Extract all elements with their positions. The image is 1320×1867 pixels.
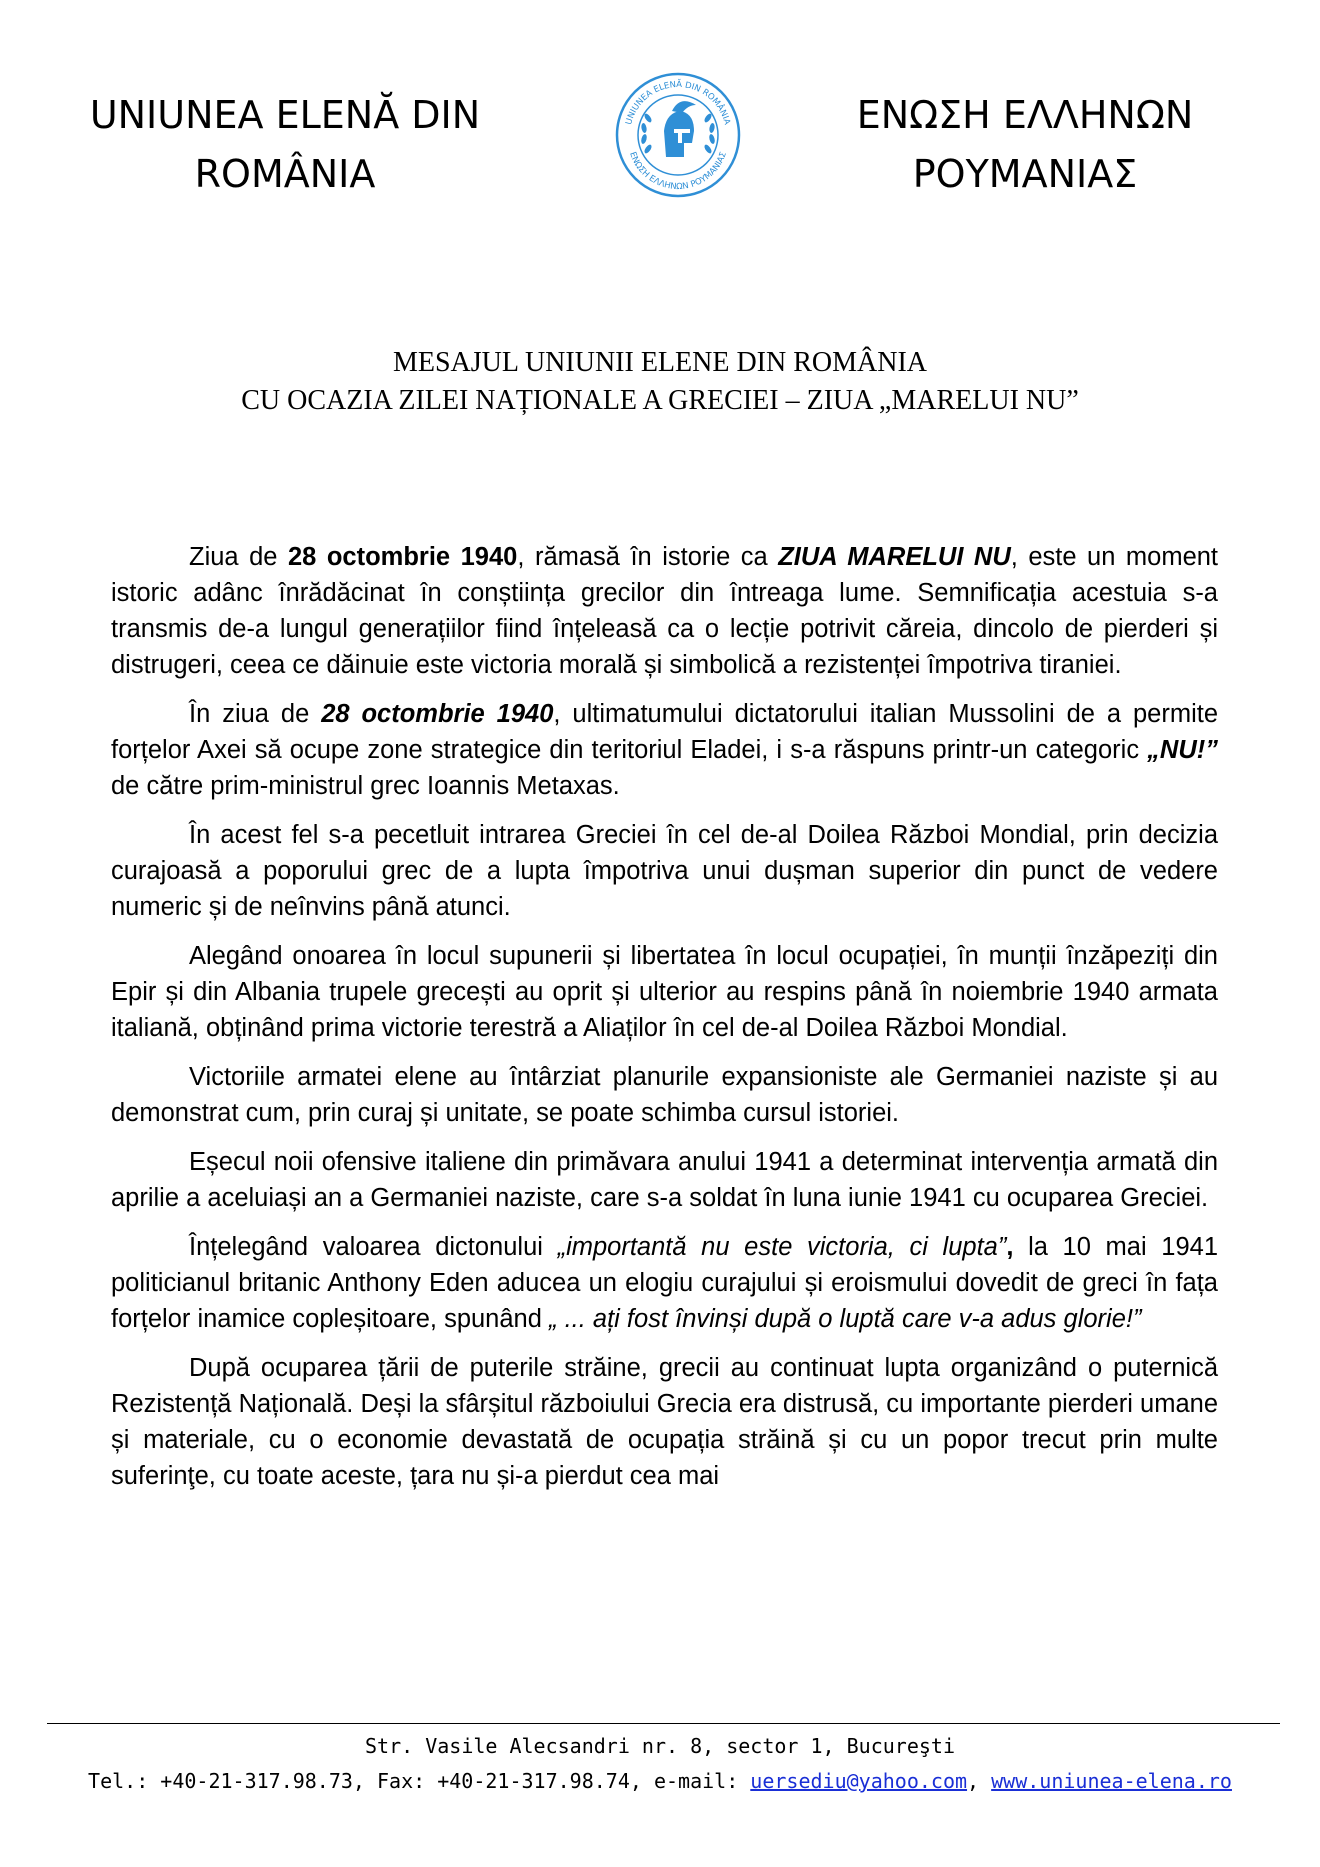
title-line2: CU OCAZIA ZILEI NAȚIONALE A GRECIEI – ZIUA „MARELUI NU” xyxy=(241,385,1079,416)
footer-divider xyxy=(47,1723,1280,1724)
text-run: de către prim-ministrul grec Ioannis Metaxas. xyxy=(111,772,620,800)
date-emphasis: 28 octombrie 1940 xyxy=(287,543,518,571)
quote-dicton: „importantă nu este victoria, ci lupta” xyxy=(557,1233,1007,1261)
text-run: , este un moment istoric adânc înrădăcinat în conștiința grecilor din întreaga lume. Semnificația acestuia s-a transmis de-a lungul generațiilor fiind înțeleasă ca o lecție potrivit căreia, dincolo de pierderi și distrugeri, ceea ce dăinuie este victoria morală și simbolică a rezistenței împotriva tiraniei. xyxy=(111,543,1219,679)
paragraph-7 xyxy=(111,1229,1218,1337)
text-run: Înțelegând valoarea dictonului xyxy=(189,1233,558,1261)
day-name-emphasis: ZIUA MARELUI NU xyxy=(778,543,1011,571)
date-emphasis: 28 octombrie 1940 xyxy=(321,700,554,728)
org-name-gr-line2: ΡΟΥΜΑΝΙΑΣ xyxy=(912,152,1138,196)
organization-name-romanian xyxy=(55,86,515,204)
organization-name-greek xyxy=(795,86,1255,204)
paragraph-1 xyxy=(111,539,1218,683)
text-run: În ziua de xyxy=(189,700,322,728)
org-name-gr-line1: ΕΝΩΣΗ ΕΛΛΗΝΩΝ xyxy=(856,93,1194,137)
text-run: , ultimatumului dictatorului italian Mussolini de a permite forțelor Axei să ocupe zone strategice din teritoriul Eladei, i s-a răspuns printr-un categoric xyxy=(111,700,1218,764)
footer-contact xyxy=(0,1767,1320,1795)
greek-helmet-icon xyxy=(664,101,696,157)
website-link[interactable]: www.uniunea-elena.ro xyxy=(991,1769,1232,1793)
paragraph-3: În acest fel s-a pecetluit intrarea Greciei în cel de-al Doilea Război Mondial, prin decizia curajoasă a poporului grec de a lupta împotriva unui dușman superior din punct de vedere numeric și de neînvins până atunci. xyxy=(111,821,1218,921)
text-run: la 10 mai 1941 politicianul britanic Anthony Eden aducea un elogiu curajului și eroismului dovedit de greci în fața forțelor inamice copleșitoare, spunând xyxy=(111,1233,1219,1333)
paragraph-5: Victoriile armatei elene au întârziat planurile expansioniste ale Germaniei naziste și au demonstrat cum, prin curaj și unitate, se poate schimba cursul istoriei. xyxy=(111,1063,1218,1127)
email-link[interactable]: uersediu@yahoo.com xyxy=(750,1769,968,1793)
paragraph-6: Eșecul noii ofensive italiene din primăvara anului 1941 a determinat intervenția armată din aprilie a aceluiași an a Germaniei naziste, care s-a soldat în luna iunie 1941 cu ocuparea Greciei. xyxy=(111,1148,1218,1212)
text-run: Ziua de xyxy=(189,543,288,571)
text-run: , xyxy=(1006,1233,1014,1261)
message-body xyxy=(111,539,1218,1507)
logo-text-bottom: ΕΝΩΣΗ ΕΛΛΗΝΩΝ ΡΟΥΜΑΝΙΑΣ xyxy=(627,150,729,193)
title-line1: MESAJUL UNIUNII ELENE DIN ROMÂNIA xyxy=(392,347,927,378)
organization-logo xyxy=(614,71,742,199)
no-emphasis: „NU!” xyxy=(1147,736,1218,764)
org-name-ro-line2: ROMÂNIA xyxy=(194,152,376,196)
document-title xyxy=(80,344,1240,420)
text-run: , rămasă în istorie ca xyxy=(517,543,779,571)
logo-text-top: UNIUNEA ELENĂ DIN ROMÂNIA xyxy=(624,79,732,126)
paragraph-8: După ocuparea țării de puterile străine, grecii au continuat lupta organizând o puternică Rezistență Națională. Deși la sfârșitul războiului Grecia era distrusă, cu importante pierderi umane și materiale, cu o economie devastată de ocupația străină și cu un popor trecut prin multe suferinţe, cu toate aceste, țara nu și-a pierdut cea mai xyxy=(111,1354,1218,1490)
quote-eden: „ ... ați fost învinși după o luptă care v-a adus glorie!” xyxy=(549,1305,1142,1333)
contact-separator: , xyxy=(967,1769,992,1793)
paragraph-2 xyxy=(111,696,1218,804)
footer-address: Str. Vasile Alecsandri nr. 8, sector 1, Bucureşti xyxy=(364,1734,955,1758)
contact-phone-fax: Tel.: +40-21-317.98.73, Fax: +40-21-317.98.74, e-mail: xyxy=(88,1769,751,1793)
paragraph-4: Alegând onoarea în locul supunerii și libertatea în locul ocupației, în munții înzăpeziți din Epir și din Albania trupele grecești au oprit și ulterior au respins până în noiembrie 1940 armata italiană, obținând prima victorie terestră a Aliaților în cel de-al Doilea Război Mondial. xyxy=(111,942,1218,1042)
org-name-ro-line1: UNIUNEA ELENĂ DIN xyxy=(89,93,481,137)
